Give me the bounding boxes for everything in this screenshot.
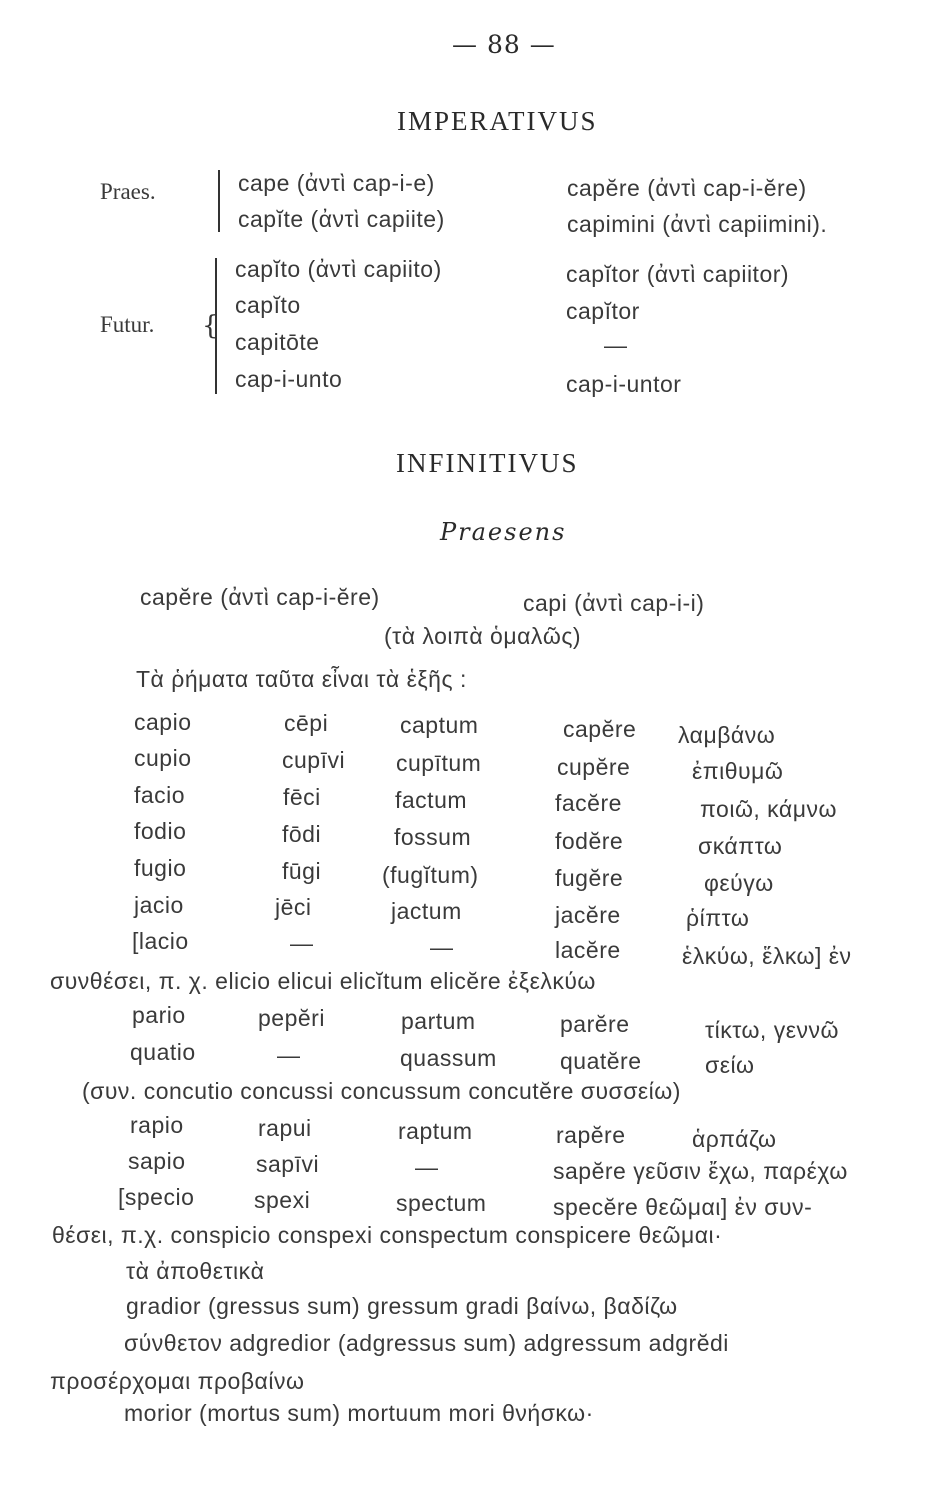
verb-perfect: pepĕri <box>258 1005 325 1031</box>
label-futur: Futur. <box>100 312 155 337</box>
line-adgredior: σύνθετον adgredior (adgressus sum) adgressum adgrĕdi <box>124 1330 729 1356</box>
line-morior: morior (mortus sum) mortuum mori θνήσκω· <box>124 1400 594 1426</box>
line-gradior: gradior (gressus sum) gressum gradi βαίνω, βαδίζω <box>126 1293 678 1319</box>
verb-present: fugio <box>134 855 187 881</box>
futur-passive-3: — <box>604 332 628 358</box>
infinitive-note: (τὰ λοιπὰ ὁμαλῶς) <box>384 623 582 649</box>
line-elicio: συνθέσει, π. χ. elicio elicui elicĭtum elicĕre ἐξελκύω <box>50 968 596 994</box>
heading-infinitivus: INFINITIVUS <box>396 448 579 478</box>
verb-present: cupio <box>134 745 192 771</box>
verb-supine: — <box>415 1154 439 1180</box>
verbs-intro: Τὰ ῥήματα ταῦτα εἶναι τὰ ἑξῆς : <box>136 666 467 692</box>
futur-passive-1: capĭtor (ἀντὶ capiitor) <box>566 261 790 287</box>
brace-futur-point: { <box>202 311 219 341</box>
verb-greek: λαμβάνω <box>678 722 776 748</box>
verb-supine: (fugĭtum) <box>382 862 479 888</box>
verb-supine: quassum <box>400 1045 497 1071</box>
verb-present: facio <box>134 782 186 808</box>
verb-supine: — <box>430 934 454 960</box>
verb-infinitive: lacĕre <box>555 937 621 963</box>
verb-present: rapio <box>130 1112 184 1138</box>
verb-infinitive: cupĕre <box>557 754 631 780</box>
futur-active-2: capĭto <box>235 292 301 318</box>
verb-present: capio <box>134 709 192 735</box>
verb-perfect: cupīvi <box>282 747 346 773</box>
praes-passive-2: capimini (ἀντὶ capiimini). <box>567 211 828 237</box>
verb-perfect: fūgi <box>282 858 322 884</box>
verb-present: quatio <box>130 1039 196 1065</box>
futur-passive-2: capĭtor <box>566 298 640 324</box>
infinitive-passive: capi (ἀντὶ cap-i-i) <box>523 590 705 616</box>
verb-perfect: jēci <box>275 894 312 920</box>
verb-perfect: cēpi <box>284 710 329 736</box>
brace-praes <box>218 170 220 232</box>
verb-present: [lacio <box>132 928 189 954</box>
verb-greek: ποιῶ, κάμνω <box>700 796 837 822</box>
verb-infinitive: quatĕre <box>560 1048 642 1074</box>
verb-perfect: fēci <box>283 784 321 810</box>
verb-supine: cupītum <box>396 750 482 776</box>
verb-infinitive: facĕre <box>555 790 622 816</box>
verb-supine: partum <box>401 1008 476 1034</box>
verb-supine: fossum <box>394 824 472 850</box>
verb-infinitive: fodĕre <box>555 828 624 854</box>
label-praes: Praes. <box>100 179 156 204</box>
verb-greek: σείω <box>705 1052 755 1078</box>
infinitive-active: capĕre (ἀντὶ cap-i-ĕre) <box>140 584 380 610</box>
verb-infinitive: sapĕre γεῦσιν ἔχω, παρέχω <box>553 1158 848 1184</box>
page-number: — 88 — <box>452 30 556 59</box>
verb-supine: captum <box>400 712 479 738</box>
futur-active-3: capitōte <box>235 329 320 355</box>
verb-perfect: spexi <box>254 1187 311 1213</box>
verb-perfect: sapīvi <box>256 1151 320 1177</box>
verb-infinitive: rapĕre <box>556 1122 626 1148</box>
verb-greek: ἑλκύω, ἕλκω] ἐν <box>682 943 852 969</box>
verb-infinitive: capĕre <box>563 716 637 742</box>
line-apothetika: τὰ ἀποθετικὰ <box>126 1258 265 1284</box>
verb-infinitive: specĕre θεῶμαι] ἐν συν- <box>553 1194 813 1220</box>
verb-perfect: rapui <box>258 1115 312 1141</box>
verb-supine: jactum <box>391 898 462 924</box>
heading-imperativus: IMPERATIVUS <box>397 106 598 136</box>
verb-perfect: — <box>277 1042 301 1068</box>
verb-present: jacio <box>134 892 184 918</box>
verb-greek: ῥίπτω <box>686 905 750 931</box>
verb-greek: φεύγω <box>704 870 774 896</box>
verb-supine: raptum <box>398 1118 473 1144</box>
verb-present: pario <box>132 1002 186 1028</box>
line-conspicio: θέσει, π.χ. conspicio conspexi conspectum conspicere θεῶμαι· <box>52 1222 723 1248</box>
verb-present: sapio <box>128 1148 186 1174</box>
verb-supine: spectum <box>396 1190 487 1216</box>
line-proserchomai: προσέρχομαι προβαίνω <box>50 1368 305 1394</box>
praes-active-1: cape (ἀντὶ cap-i-e) <box>238 170 435 196</box>
futur-active-4: cap-i-unto <box>235 366 343 392</box>
verb-greek: ἁρπάζω <box>692 1126 777 1152</box>
verb-infinitive: jacĕre <box>555 902 621 928</box>
praes-active-2: capĭte (ἀντὶ capiite) <box>238 206 445 232</box>
verb-infinitive: parĕre <box>560 1011 630 1037</box>
verb-greek: σκάπτω <box>698 833 783 859</box>
verb-perfect: fōdi <box>282 821 322 847</box>
verb-present: fodio <box>134 818 187 844</box>
verb-infinitive: fugĕre <box>555 865 624 891</box>
subheading-praesens: Praesens <box>440 518 567 546</box>
verb-greek: ἐπιθυμῶ <box>692 758 784 784</box>
verb-greek: τίκτω, γεννῶ <box>705 1017 839 1043</box>
praes-passive-1: capĕre (ἀντὶ cap-i-ĕre) <box>567 175 807 201</box>
verb-supine: factum <box>395 787 468 813</box>
line-concutio: (συν. concutio concussi concussum concutĕre συσσείω) <box>82 1078 681 1104</box>
futur-active-1: capĭto (ἀντὶ capiito) <box>235 256 442 282</box>
futur-passive-4: cap-i-untor <box>566 371 682 397</box>
verb-perfect: — <box>290 930 314 956</box>
verb-present: [specio <box>118 1184 195 1210</box>
